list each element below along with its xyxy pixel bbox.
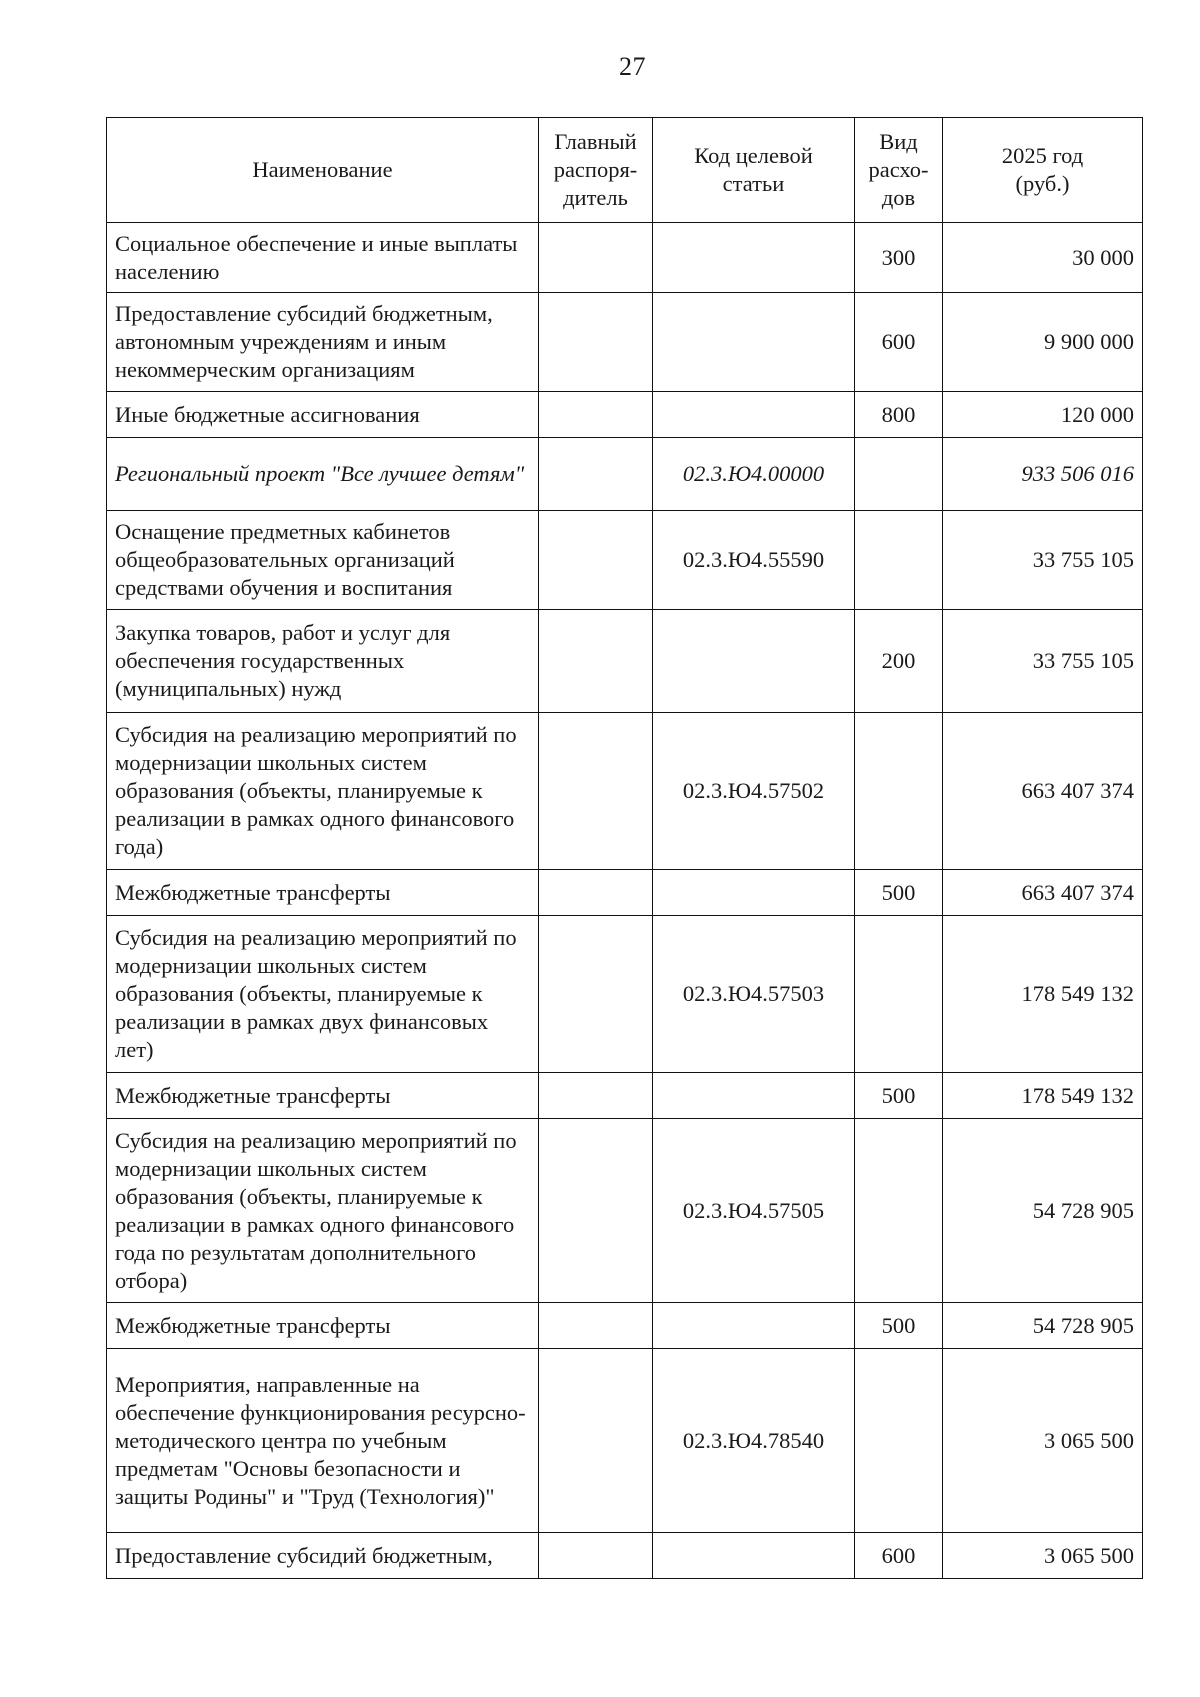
table-body — [107, 223, 1143, 1579]
table-row — [107, 293, 1143, 392]
row-code — [653, 1533, 855, 1579]
row-code: 02.3.Ю4.78540 — [653, 1349, 855, 1533]
header-admin: Главный распоря- дитель — [539, 118, 653, 223]
row-sum: 9 900 000 — [943, 293, 1143, 392]
row-name: Предоставление субсидий бюджетным, — [107, 1533, 539, 1579]
row-code — [653, 293, 855, 392]
header-sum: 2025 год (руб.) — [943, 118, 1143, 223]
row-code — [653, 1073, 855, 1119]
table-row — [107, 1533, 1143, 1579]
row-code — [653, 392, 855, 438]
row-admin — [539, 438, 653, 511]
header-name: Наименование — [107, 118, 539, 223]
row-code — [653, 223, 855, 293]
row-code: 02.3.Ю4.55590 — [653, 511, 855, 610]
table-row — [107, 1119, 1143, 1303]
row-code — [653, 610, 855, 713]
row-admin — [539, 1349, 653, 1533]
row-sum: 178 549 132 — [943, 916, 1143, 1073]
table-row — [107, 713, 1143, 870]
row-sum: 178 549 132 — [943, 1073, 1143, 1119]
row-code: 02.3.Ю4.57505 — [653, 1119, 855, 1303]
row-type — [855, 438, 943, 511]
row-name: Социальное обеспечение и иные выплаты населению — [107, 223, 539, 293]
row-code — [653, 1303, 855, 1349]
page-number: 27 — [619, 52, 646, 81]
row-admin — [539, 223, 653, 293]
row-name: Субсидия на реализацию мероприятий по модернизации школьных систем образования (объекты, планируемые к реализации в рамках одного финансового года) — [107, 713, 539, 870]
row-sum: 120 000 — [943, 392, 1143, 438]
row-admin — [539, 293, 653, 392]
row-admin — [539, 916, 653, 1073]
row-type: 500 — [855, 870, 943, 916]
table-row — [107, 916, 1143, 1073]
row-name: Межбюджетные трансферты — [107, 1073, 539, 1119]
row-admin — [539, 713, 653, 870]
row-type — [855, 1119, 943, 1303]
row-type: 500 — [855, 1073, 943, 1119]
table-header — [107, 118, 1143, 223]
row-admin — [539, 870, 653, 916]
row-sum: 54 728 905 — [943, 1119, 1143, 1303]
row-type: 600 — [855, 1533, 943, 1579]
row-sum: 3 065 500 — [943, 1533, 1143, 1579]
row-code: 02.3.Ю4.57502 — [653, 713, 855, 870]
row-admin — [539, 1119, 653, 1303]
row-sum: 30 000 — [943, 223, 1143, 293]
table-row — [107, 511, 1143, 610]
row-name: Иные бюджетные ассигнования — [107, 392, 539, 438]
row-admin — [539, 392, 653, 438]
row-name: Оснащение предметных кабинетов общеобразовательных организаций средствами обучения и воспитания — [107, 511, 539, 610]
row-type — [855, 713, 943, 870]
row-type: 600 — [855, 293, 943, 392]
table-row — [107, 610, 1143, 713]
row-name: Субсидия на реализацию мероприятий по модернизации школьных систем образования (объекты, планируемые к реализации в рамках одного финансового года по результатам дополнительного отбора) — [107, 1119, 539, 1303]
row-sum: 33 755 105 — [943, 610, 1143, 713]
row-name: Мероприятия, направленные на обеспечение функционирования ресурсно-методического центра по учебным предметам "Основы безопасности и защиты Родины" и "Труд (Технология)" — [107, 1349, 539, 1533]
row-sum: 54 728 905 — [943, 1303, 1143, 1349]
table-row — [107, 1349, 1143, 1533]
row-sum: 663 407 374 — [943, 870, 1143, 916]
row-code: 02.3.Ю4.57503 — [653, 916, 855, 1073]
table-row — [107, 223, 1143, 293]
row-type — [855, 1349, 943, 1533]
row-name: Региональный проект "Все лучшее детям" — [107, 438, 539, 511]
row-type: 300 — [855, 223, 943, 293]
row-sum: 3 065 500 — [943, 1349, 1143, 1533]
row-name: Межбюджетные трансферты — [107, 1303, 539, 1349]
row-admin — [539, 511, 653, 610]
row-type: 500 — [855, 1303, 943, 1349]
row-code: 02.3.Ю4.00000 — [653, 438, 855, 511]
header-code: Код целевой статьи — [653, 118, 855, 223]
row-sum: 663 407 374 — [943, 713, 1143, 870]
row-type — [855, 511, 943, 610]
row-admin — [539, 610, 653, 713]
row-type: 800 — [855, 392, 943, 438]
row-sum: 933 506 016 — [943, 438, 1143, 511]
header-type: Вид расхо- дов — [855, 118, 943, 223]
row-type — [855, 916, 943, 1073]
row-name: Закупка товаров, работ и услуг для обеспечения государственных (муниципальных) нужд — [107, 610, 539, 713]
table-row — [107, 438, 1143, 511]
budget-table — [106, 117, 1143, 1579]
table-row — [107, 1303, 1143, 1349]
table-row — [107, 1073, 1143, 1119]
row-code — [653, 870, 855, 916]
row-name: Субсидия на реализацию мероприятий по модернизации школьных систем образования (объекты, планируемые к реализации в рамках двух финансовых лет) — [107, 916, 539, 1073]
row-admin — [539, 1303, 653, 1349]
row-name: Предоставление субсидий бюджетным, автономным учреждениям и иным некоммерческим организациям — [107, 293, 539, 392]
row-admin — [539, 1073, 653, 1119]
table-row — [107, 392, 1143, 438]
row-admin — [539, 1533, 653, 1579]
row-name: Межбюджетные трансферты — [107, 870, 539, 916]
table-row — [107, 870, 1143, 916]
row-type: 200 — [855, 610, 943, 713]
row-sum: 33 755 105 — [943, 511, 1143, 610]
